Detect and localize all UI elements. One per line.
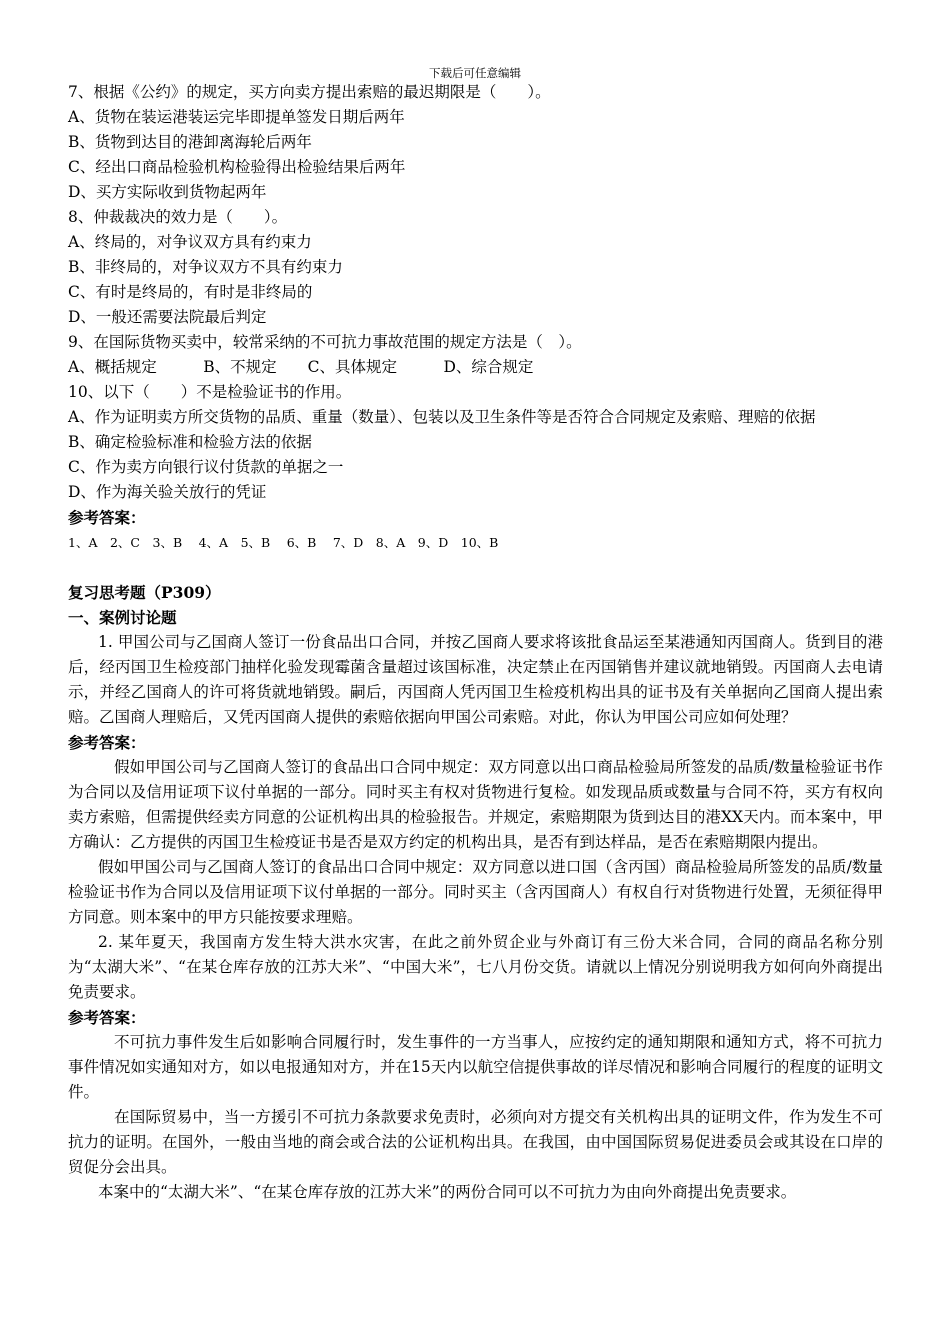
document-body bbox=[68, 80, 883, 1205]
question-8-option-c: C、有时是终局的，有时是非终局的 bbox=[68, 283, 313, 301]
case-1-answer-paragraph-1: 假如甲国公司与乙国商人签订的食品出口合同中规定：双方同意以出口商品检验局所签发的品质/数量检验证书作为合同以及信用证项下议付单据的一部分。同时买主有权对货物进行复检。如发现品质或数量与合同不符，买方有权向卖方索赔，但需提供经卖方同意的公证机构出具的检验报告。并规定，索赔期限为货到达目的港XX天内。而本案中，甲方确认：乙方提供的丙国卫生检疫证书是否是双方约定的机构出具，是否有到达样品，是否在索赔期限内提出。 bbox=[68, 758, 883, 851]
page-header: 下载后可任意编辑 bbox=[429, 66, 521, 80]
question-8-option-a: A、终局的，对争议双方具有约束力 bbox=[68, 233, 312, 251]
question-8-stem: 8、仲裁裁决的效力是（ ）。 bbox=[68, 208, 288, 226]
case-2-answer-label: 参考答案： bbox=[68, 1008, 146, 1027]
question-10-option-a: A、作为证明卖方所交货物的品质、重量（数量）、包装以及卫生条件等是否符合合同规定及索赔、理赔的依据 bbox=[68, 408, 816, 426]
case-1-answer-paragraph-2: 假如甲国公司与乙国商人签订的食品出口合同中规定：双方同意以进口国（含丙国）商品检验局所签发的品质/数量检验证书作为合同以及信用证项下议付单据的一部分。同时买主（含丙国商人）有权自行对货物进行处置，无须征得甲方同意。则本案中的甲方只能按要求理赔。 bbox=[68, 858, 883, 926]
question-10-option-d: D、作为海关验关放行的凭证 bbox=[68, 483, 267, 501]
question-7-option-a: A、货物在装运港装运完毕即提单签发日期后两年 bbox=[68, 108, 405, 126]
spacer bbox=[68, 555, 883, 580]
question-7-option-c: C、经出口商品检验机构检验得出检验结果后两年 bbox=[68, 158, 406, 176]
question-9-stem: 9、在国际货物买卖中，较常采纳的不可抗力事故范围的规定方法是（ ）。 bbox=[68, 333, 582, 351]
question-10-option-b: B、确定检验标准和检验方法的依据 bbox=[68, 433, 312, 451]
case-2-answer-paragraph-1: 不可抗力事件发生后如影响合同履行时，发生事件的一方当事人，应按约定的通知期限和通知方式，将不可抗力事件情况如实通知对方，如以电报通知对方，并在15天内以航空信提供事故的详尽情况和影响合同履行的程度的证明文件。 bbox=[68, 1033, 883, 1101]
answer-key-label: 参考答案： bbox=[68, 508, 146, 527]
question-7-option-b: B、货物到达目的港卸离海轮后两年 bbox=[68, 133, 312, 151]
answer-key-line: 1、A 2、C 3、B 4、A 5、B 6、B 7、D 8、A 9、D 10、B bbox=[68, 535, 499, 550]
question-10-option-c: C、作为卖方向银行议付货款的单据之一 bbox=[68, 458, 344, 476]
case-2-text: 2. 某年夏天，我国南方发生特大洪水灾害，在此之前外贸企业与外商订有三份大米合同，合同的商品名称分别为“太湖大米”、“在某仓库存放的江苏大米”、“中国大米”，七八月份交货。请就以上情况分别说明我方如何向外商提出免责要求。 bbox=[68, 933, 883, 1001]
review-title: 复习思考题（P309） bbox=[68, 583, 221, 602]
section-heading: 一、案例讨论题 bbox=[68, 608, 177, 627]
case-1-answer-label: 参考答案： bbox=[68, 733, 146, 752]
question-7-option-d: D、买方实际收到货物起两年 bbox=[68, 183, 267, 201]
question-9-options: A、概括规定 B、不规定 C、具体规定 D、综合规定 bbox=[68, 358, 534, 376]
case-2-answer-paragraph-2: 在国际贸易中，当一方援引不可抗力条款要求免责时，必须向对方提交有关机构出具的证明文件，作为发生不可抗力的证明。在国外，一般由当地的商会或合法的公证机构出具。在我国，由中国国际贸易促进委员会或其设在口岸的贸促分会出具。 bbox=[68, 1108, 883, 1176]
question-8-option-d: D、一般还需要法院最后判定 bbox=[68, 308, 267, 326]
question-10-stem: 10、以下（ ）不是检验证书的作用。 bbox=[68, 383, 352, 401]
case-1-text: 1. 甲国公司与乙国商人签订一份食品出口合同，并按乙国商人要求将该批食品运至某港通知丙国商人。货到目的港后，经丙国卫生检疫部门抽样化验发现霉菌含量超过该国标准，决定禁止在丙国销售并建议就地销毁。丙国商人去电请示，并经乙国商人的许可将货就地销毁。嗣后，丙国商人凭丙国卫生检疫机构出具的证书及有关单据向乙国商人提出索赔。乙国商人理赔后，又凭丙国商人提供的索赔依据向甲国公司索赔。对此，你认为甲国公司应如何处理？ bbox=[68, 633, 883, 726]
question-7-stem: 7、根据《公约》的规定，买方向卖方提出索赔的最迟期限是（ ）。 bbox=[68, 83, 551, 101]
case-2-answer-paragraph-3: 本案中的“太湖大米”、“在某仓库存放的江苏大米”的两份合同可以不可抗力为由向外商提出免责要求。 bbox=[98, 1183, 797, 1201]
question-8-option-b: B、非终局的，对争议双方不具有约束力 bbox=[68, 258, 343, 276]
